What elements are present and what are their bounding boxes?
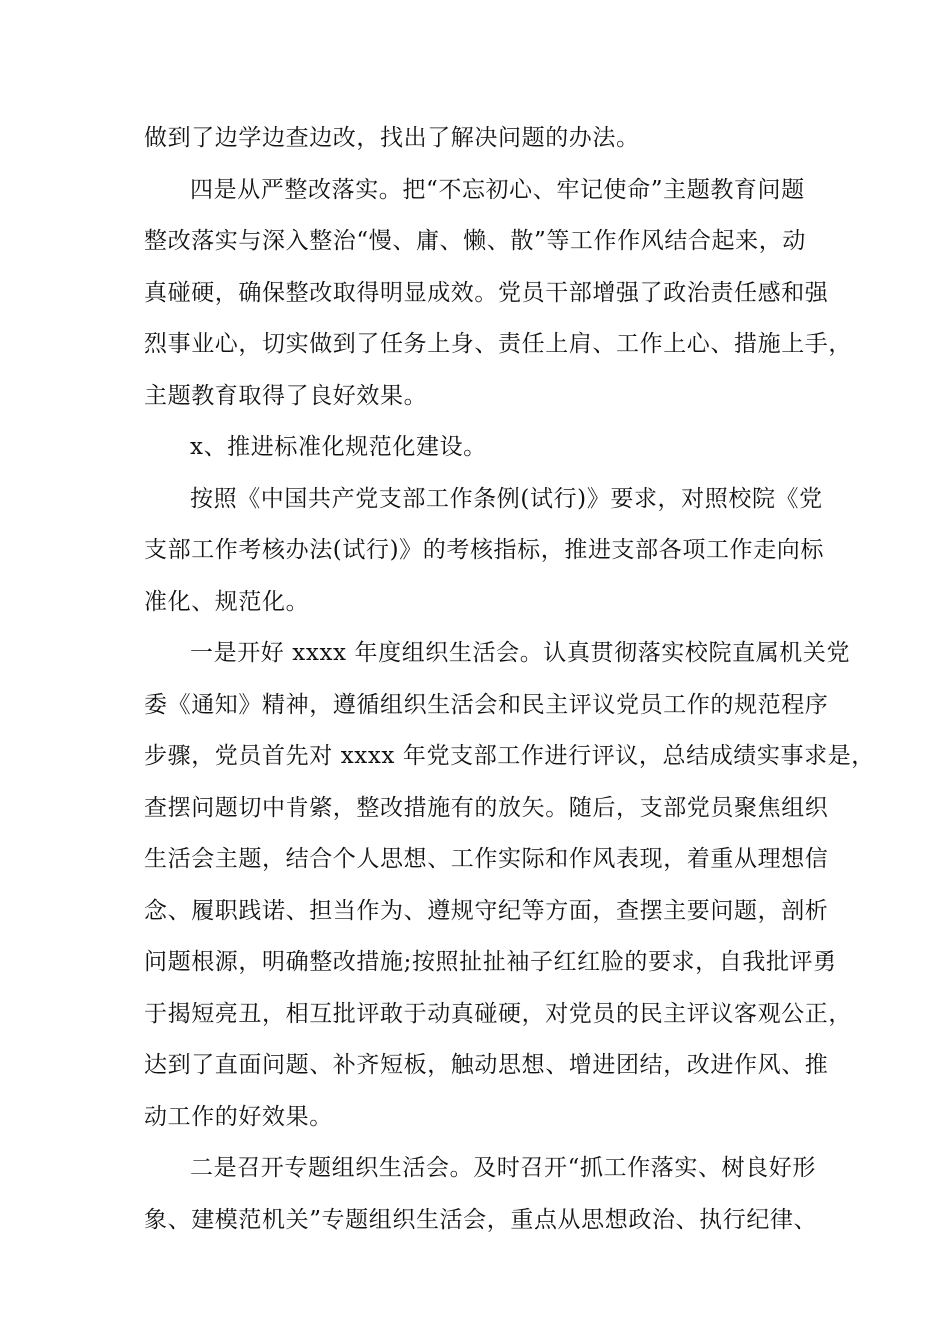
text-line: 主题教育取得了良好效果。: [144, 382, 428, 409]
text-line: 准化、规范化。: [144, 588, 310, 615]
text-line: 象、建模范机关”专题组织生活会，重点从思想政治、执行纪律、: [144, 1206, 818, 1233]
text-line: 一是开好 xxxx 年度组织生活会。认真贯彻落实校院直属机关党: [190, 640, 851, 666]
text-line: 委《通知》精神，遵循组织生活会和民主评议党员工作的规范程序: [144, 691, 829, 718]
text-line: 烈事业心，切实做到了任务上身、责任上肩、工作上心、措施上手，: [144, 331, 852, 357]
text-line: 于揭短亮丑，相互批评敢于动真碰硬，对党员的民主评议客观公正，: [144, 1000, 852, 1027]
text-line: 真碰硬，确保整改取得明显成效。党员干部增强了政治责任感和强: [144, 279, 829, 306]
text-line: 动工作的好效果。: [144, 1103, 333, 1130]
document-body: [144, 113, 875, 1246]
text-line: 达到了直面问题、补齐短板，触动思想、增进团结，改进作风、推: [144, 1052, 829, 1078]
text-line: 念、履职践诺、担当作为、遵规守纪等方面，查摆主要问题，剖析: [144, 897, 829, 924]
text-line: 做到了边学边查边改，找出了解决问题的办法。: [144, 125, 640, 151]
text-line: 问题根源，明确整改措施;按照扯扯袖子红红脸的要求，自我批评勇: [144, 949, 837, 975]
text-line: 四是从严整改落实。把“不忘初心、牢记使命”主题教育问题: [190, 176, 805, 203]
text-line: 查摆问题切中肯綮，整改措施有的放矢。随后，支部党员聚焦组织: [144, 794, 829, 821]
text-line: 步骤，党员首先对 xxxx 年党支部工作进行评议，总结成绩实事求是，: [144, 743, 875, 769]
text-line: x、推进标准化规范化建设。: [190, 434, 487, 460]
text-line: 按照《中国共产党支部工作条例(试行)》要求，对照校院《党: [190, 485, 823, 512]
text-line: 整改落实与深入整治“慢、庸、懒、散”等工作作风结合起来，动: [144, 228, 806, 254]
text-line: 支部工作考核办法(试行)》的考核指标，推进支部各项工作走向标: [144, 537, 824, 563]
text-line: 二是召开专题组织生活会。及时召开“抓工作落实、树良好形: [190, 1155, 816, 1181]
text-line: 生活会主题，结合个人思想、工作实际和作风表现，着重从理想信: [144, 846, 829, 872]
